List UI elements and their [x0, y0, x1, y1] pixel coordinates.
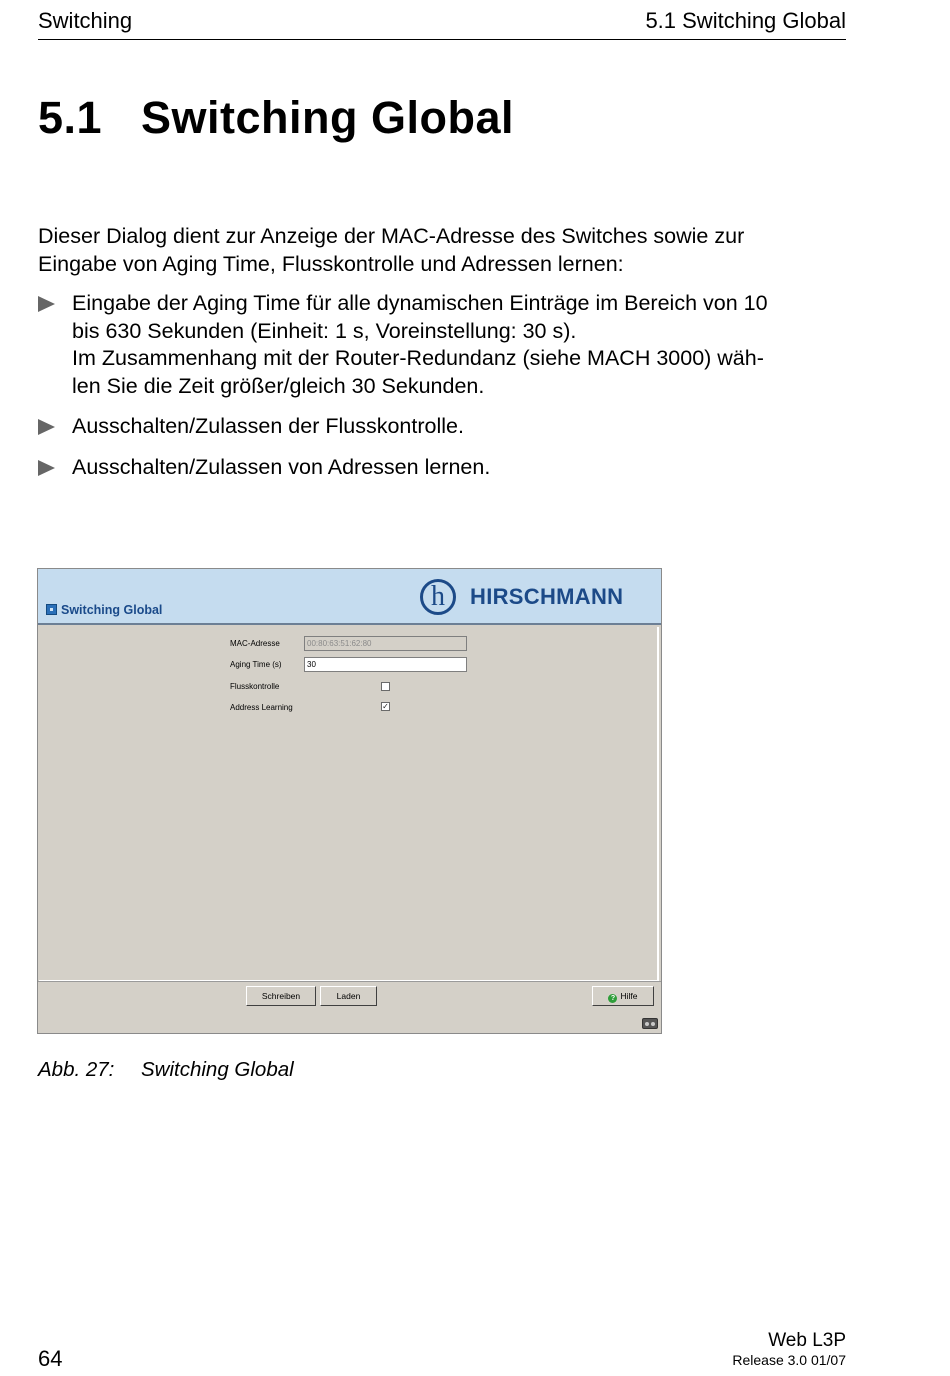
help-icon: ?: [608, 994, 617, 1003]
write-button[interactable]: Schreiben: [246, 986, 316, 1006]
intro-line: Dieser Dialog dient zur Anzeige der MAC-Adresse des Switches sowie zur: [38, 224, 745, 248]
address-learning-checkbox[interactable]: ✓: [382, 702, 389, 711]
window-icon: [46, 604, 57, 615]
page-number: 64: [38, 1346, 63, 1371]
section-title: Switching Global: [141, 92, 515, 143]
bullet-line: Ausschalten/Zulassen von Adressen lernen.: [72, 454, 491, 479]
address-learning-label: Address Learning: [230, 703, 293, 712]
hirschmann-logo: [420, 577, 623, 617]
bullet-item: [38, 413, 850, 441]
running-header: [38, 6, 846, 40]
aging-time-label: Aging Time (s): [230, 660, 282, 669]
bullet-list: [38, 290, 850, 494]
triangle-bullet-icon: [38, 419, 55, 435]
settings-panel: [39, 627, 659, 981]
connection-status-icon: [642, 1018, 658, 1029]
bullet-item: [38, 454, 850, 482]
switching-global-screenshot: [37, 568, 662, 1034]
figure-title: Switching Global: [141, 1058, 294, 1081]
bullet-line: Im Zusammenhang mit der Router-Redundanz (siehe MACH 3000) wäh-: [72, 346, 764, 370]
triangle-bullet-icon: [38, 460, 55, 476]
dialog-title: [46, 603, 162, 617]
section-heading: [38, 92, 514, 144]
aging-time-input[interactable]: 30: [304, 657, 467, 672]
logo-mark-icon: h: [420, 579, 456, 615]
intro-line: Eingabe von Aging Time, Flusskontrolle und Adressen lernen:: [38, 252, 624, 276]
button-bar: [38, 981, 662, 1034]
triangle-bullet-icon: [38, 296, 55, 312]
dialog-header: [38, 569, 662, 625]
help-button-label: Hilfe: [620, 991, 638, 1001]
footer-title: Web L3P: [768, 1330, 846, 1351]
running-header-chapter: Switching: [38, 8, 133, 33]
flow-control-label: Flusskontrolle: [230, 682, 280, 691]
bullet-line: Ausschalten/Zulassen der Flusskontrolle.: [72, 414, 464, 438]
section-number: 5.1: [38, 92, 103, 143]
bullet-line: Eingabe der Aging Time für alle dynamischen Einträge im Bereich von 10: [72, 291, 768, 315]
figure-number: Abb. 27:: [38, 1058, 115, 1081]
mac-address-field: 00:80:63:51:62:80: [304, 636, 467, 651]
intro-paragraph: [38, 222, 848, 278]
running-header-section: 5.1 Switching Global: [645, 8, 846, 33]
bullet-line: bis 630 Sekunden (Einheit: 1 s, Voreinstellung: 30 s).: [72, 318, 577, 343]
bullet-line: len Sie die Zeit größer/gleich 30 Sekunden.: [72, 373, 485, 398]
help-button[interactable]: [592, 986, 654, 1006]
logo-text: HIRSCHMANN: [470, 584, 624, 609]
mac-address-label: MAC-Adresse: [230, 639, 280, 648]
load-button[interactable]: Laden: [320, 986, 377, 1006]
flow-control-checkbox[interactable]: [381, 682, 390, 691]
bullet-item: [38, 290, 850, 400]
figure-caption: [38, 1058, 294, 1082]
dialog-title-text: Switching Global: [61, 603, 163, 617]
footer-release: Release 3.0 01/07: [732, 1352, 846, 1368]
